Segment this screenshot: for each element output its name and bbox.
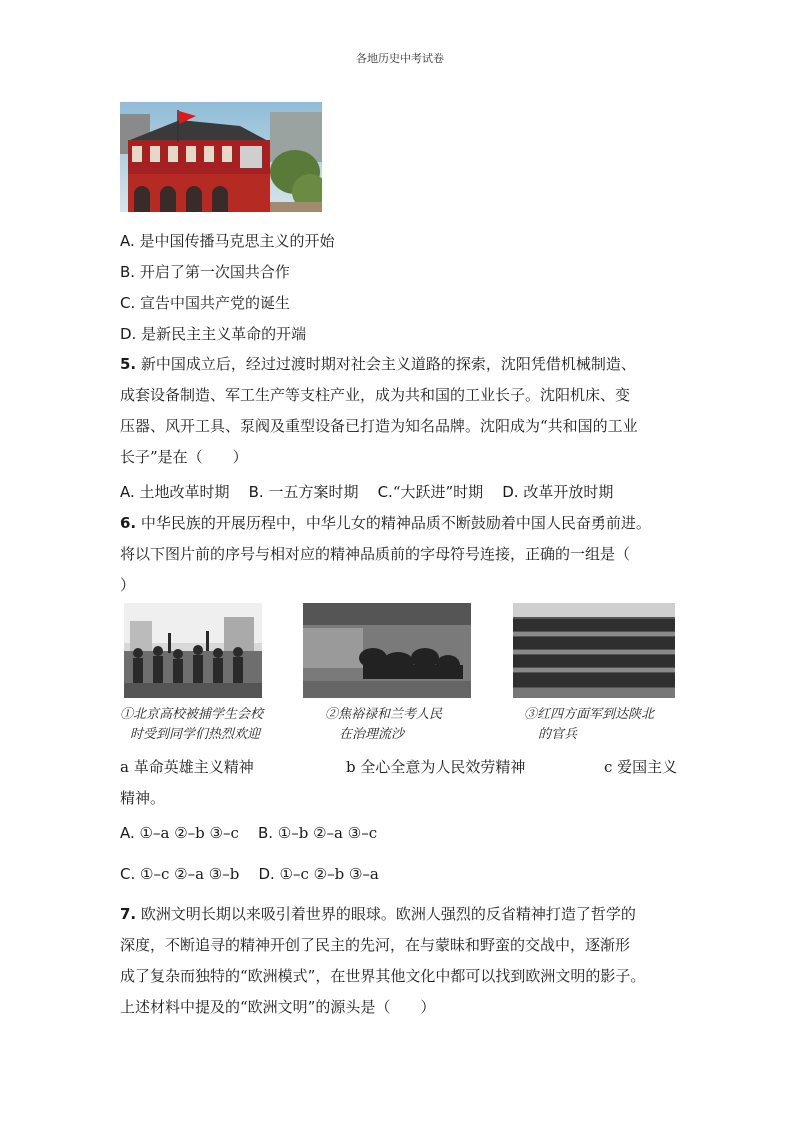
- q6-line-1: 6. 中华民族的开展历程中，中华儿女的精神品质不断鼓励着中国人民奋勇前进。: [120, 514, 651, 532]
- q7-line-3: 成了复杂而独特的“欧洲模式”，在世界其他文化中都可以找到欧洲文明的影子。: [120, 967, 646, 985]
- q4-option-c: C. 宣告中国共产党的诞生: [120, 294, 291, 312]
- q7-line-1: 7. 欧洲文明长期以来吸引着世界的眼球。欧洲人强烈的反省精神打造了哲学的: [120, 905, 636, 923]
- q4-option-a: A. 是中国传播马克思主义的开始: [120, 232, 335, 250]
- q6-line-2: 将以下图片前的序号与相对应的精神品质前的字母符号连接，正确的一组是（: [120, 545, 631, 563]
- spirit-b: b 全心全意为人民效劳精神: [346, 758, 526, 776]
- q5-line-1: 5. 新中国成立后，经过过渡时期对社会主义道路的探索，沈阳凭借机械制造、: [120, 355, 636, 373]
- spirit-c-cont: 精神。: [120, 789, 166, 807]
- page-header: 各地历史中考试卷: [356, 52, 444, 65]
- caption-1: ①北京高校被捕学生会校 时受到同学们热烈欢迎: [120, 707, 264, 742]
- spirit-a: a 革命英雄主义精神: [120, 758, 254, 776]
- q4-option-b: B. 开启了第一次国共合作: [120, 263, 290, 281]
- q7-line-4: 上述材料中提及的“欧洲文明”的源头是（ ）: [120, 998, 436, 1016]
- q5-line-2: 成套设备制造、军工生产等支柱产业，成为共和国的工业长子。沈阳机床、变: [120, 386, 631, 404]
- q7-line-2: 深度，不断追寻的精神开创了民主的先河，在与蒙昧和野蛮的交战中，逐渐形: [120, 936, 631, 954]
- spirit-c: c 爱国主义: [604, 758, 678, 776]
- students-welcome-photo: [124, 603, 262, 698]
- caption-3: ③红四方面军到达陕北 的官兵: [524, 707, 655, 742]
- q5-line-3: 压器、风开工具、泵阀及重型设备已打造为知名品牌。沈阳成为“共和国的工业: [120, 417, 638, 435]
- q5-options: A. 土地改革时期 B. 一五方案时期 C.“大跃进”时期 D. 改革开放时期: [120, 483, 614, 501]
- q6-options-cd: C. ①–c ②–a ③–b D. ①–c ②–b ③–a: [120, 865, 379, 883]
- red-building-photo: [120, 102, 322, 212]
- q6-line-3: ）: [120, 576, 136, 594]
- q4-option-d: D. 是新民主主义革命的开端: [120, 325, 307, 343]
- q6-options-ab: A. ①–a ②–b ③–c B. ①–b ②–a ③–c: [120, 824, 378, 842]
- red-army-photo: [513, 603, 675, 698]
- q5-line-4: 长子”是在（ ）: [120, 448, 248, 466]
- caption-2: ②焦裕禄和兰考人民 在治理流沙: [325, 707, 443, 742]
- jiao-yulu-photo: [303, 603, 471, 698]
